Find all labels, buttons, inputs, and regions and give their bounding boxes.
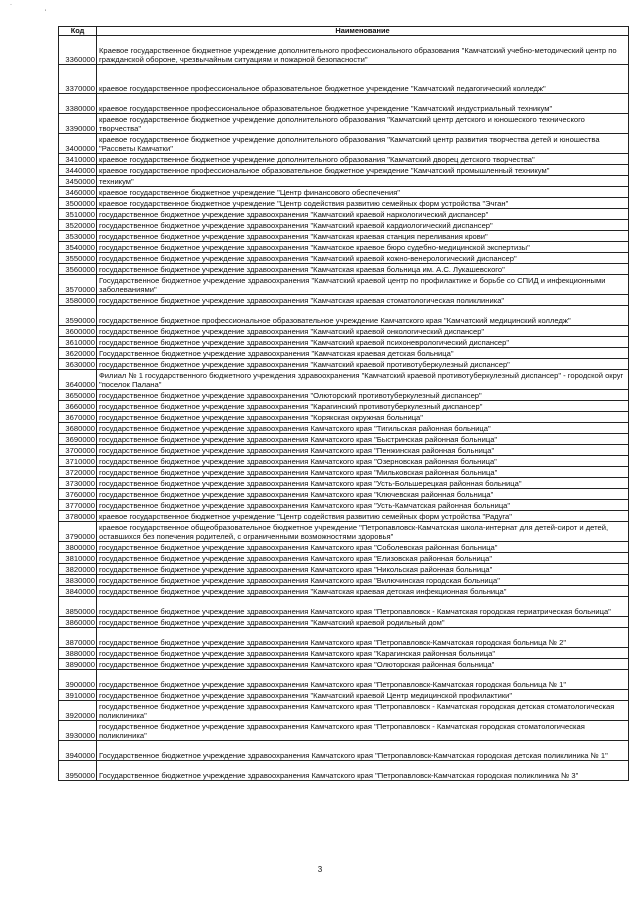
organizations-table <box>58 26 629 781</box>
row-name: государственное бюджетное учреждение здравоохранения "Камчатский краевой кожно-венерологический диспансер" <box>97 253 629 264</box>
row-code: 3860000 <box>59 617 97 628</box>
row-name: Государственное бюджетное учреждение здравоохранения "Камчатская краевая детская больница" <box>97 348 629 359</box>
table-row <box>59 597 629 617</box>
table-body <box>59 36 629 781</box>
row-code: 3700000 <box>59 445 97 456</box>
row-name: краевое государственное бюджетное учреждение "Центр содействия развитию семейных форм устройства "Эчган" <box>97 198 629 209</box>
table-row <box>59 500 629 511</box>
table-row <box>59 701 629 721</box>
table-row <box>59 617 629 628</box>
table-row <box>59 423 629 434</box>
row-name: техникум" <box>97 176 629 187</box>
row-code: 3780000 <box>59 511 97 522</box>
table-row <box>59 198 629 209</box>
row-code: 3440000 <box>59 165 97 176</box>
row-code: 3660000 <box>59 401 97 412</box>
table-row <box>59 478 629 489</box>
row-code: 3900000 <box>59 670 97 690</box>
row-name: государственное бюджетное учреждение здравоохранения Камчатского края "Пенжинская районная больница" <box>97 445 629 456</box>
row-code: 3390000 <box>59 114 97 134</box>
row-code: 3920000 <box>59 701 97 721</box>
table-row <box>59 741 629 761</box>
table-row <box>59 114 629 134</box>
scan-artifact-dot: · <box>10 2 12 8</box>
table-row <box>59 690 629 701</box>
row-name: государственное бюджетное учреждение здравоохранения Камчатского края "Петропавловск-Камчатская городская больница № 2" <box>97 628 629 648</box>
table-row <box>59 761 629 781</box>
table-row <box>59 670 629 690</box>
row-name: государственное бюджетное учреждение здравоохранения "Камчатский краевой противотуберкулезный диспансер" <box>97 359 629 370</box>
table-row <box>59 264 629 275</box>
row-code: 3620000 <box>59 348 97 359</box>
row-name: государственное бюджетное учреждение здравоохранения Камчатского края "Петропавловск - Камчатская городская стоматологическая поликлиника" <box>97 721 629 741</box>
row-name: государственное бюджетное учреждение здравоохранения "Камчатский краевой родильный дом" <box>97 617 629 628</box>
row-name: Государственное бюджетное учреждение здравоохранения "Камчатский краевой центр по профилактике и борьбе со СПИД и инфекционными заболеваниями" <box>97 275 629 295</box>
row-code: 3610000 <box>59 337 97 348</box>
row-name: государственное бюджетное учреждение здравоохранения Камчатского края "Ключевская районная больница" <box>97 489 629 500</box>
row-code: 3890000 <box>59 659 97 670</box>
table-row <box>59 209 629 220</box>
row-name: государственное бюджетное учреждение здравоохранения Камчатского края "Карагинская районная больница" <box>97 648 629 659</box>
row-name: государственное бюджетное учреждение здравоохранения Камчатского края "Елизовская районная больница" <box>97 553 629 564</box>
table-row <box>59 721 629 741</box>
row-name: государственное бюджетное учреждение здравоохранения "Корякская окружная больница" <box>97 412 629 423</box>
row-name: государственное бюджетное учреждение здравоохранения "Камчатская краевая стоматологическая поликлиника" <box>97 295 629 306</box>
row-code: 3570000 <box>59 275 97 295</box>
table-row <box>59 659 629 670</box>
row-name: краевое государственное бюджетное учреждение "Центр содействия развитию семейных форм устройства "Радуга" <box>97 511 629 522</box>
table-row <box>59 648 629 659</box>
row-code: 3500000 <box>59 198 97 209</box>
row-name: государственное бюджетное учреждение здравоохранения Камчатского края "Быстринская районная больница" <box>97 434 629 445</box>
table-row <box>59 542 629 553</box>
row-code: 3650000 <box>59 390 97 401</box>
row-name: государственное бюджетное учреждение здравоохранения "Камчатская краевая детская инфекционная больница" <box>97 586 629 597</box>
document-page <box>58 26 628 781</box>
row-code: 3360000 <box>59 36 97 65</box>
row-code: 3370000 <box>59 65 97 94</box>
row-code: 3600000 <box>59 326 97 337</box>
row-code: 3560000 <box>59 264 97 275</box>
row-name: Краевое государственное бюджетное учреждение дополнительного профессионального образования "Камчатский учебно-методический центр по гражданской обороне, чрезвычайным ситуациям и пожарной безопасности" <box>97 36 629 65</box>
row-name: Государственное бюджетное учреждение здравоохранения Камчатского края "Петропавловск-Камчатская городская поликлиника № 3" <box>97 761 629 781</box>
row-code: 3690000 <box>59 434 97 445</box>
row-name: государственное бюджетное учреждение здравоохранения Камчатского края "Усть-Камчатская районная больница" <box>97 500 629 511</box>
table-row <box>59 231 629 242</box>
row-name: государственное бюджетное профессиональное образовательное учреждение Камчатского края "Камчатский медицинский колледж" <box>97 306 629 326</box>
row-name: государственное бюджетное учреждение здравоохранения "Олюторский противотуберкулезный диспансер" <box>97 390 629 401</box>
row-name: государственное бюджетное учреждение здравоохранения "Камчатское краевое бюро судебно-медицинской экспертизы" <box>97 242 629 253</box>
table-row <box>59 275 629 295</box>
row-name: краевое государственное бюджетное учреждение дополнительного образования "Камчатский центр развития творчества детей и юношества "Рассветы Камчатки" <box>97 134 629 154</box>
row-code: 3800000 <box>59 542 97 553</box>
row-name: краевое государственное бюджетное учреждение "Центр финансового обеспечения" <box>97 187 629 198</box>
table-row <box>59 564 629 575</box>
row-code: 3850000 <box>59 597 97 617</box>
row-name: Государственное бюджетное учреждение здравоохранения Камчатского края "Петропавловск-Камчатская городская детская поликлиника № 1" <box>97 741 629 761</box>
table-header-row <box>59 27 629 36</box>
table-row <box>59 586 629 597</box>
table-row <box>59 220 629 231</box>
row-code: 3520000 <box>59 220 97 231</box>
row-name: государственное бюджетное учреждение здравоохранения Камчатского края "Озерновская районная больница" <box>97 456 629 467</box>
table-row <box>59 553 629 564</box>
row-name: государственное бюджетное учреждение здравоохранения "Камчатский краевой онкологический диспансер" <box>97 326 629 337</box>
row-name: государственное бюджетное учреждение здравоохранения "Карагинский противотуберкулезный диспансер" <box>97 401 629 412</box>
table-row <box>59 306 629 326</box>
table-row <box>59 165 629 176</box>
header-name: Наименование <box>97 27 629 36</box>
header-code: Код <box>59 27 97 36</box>
row-name: государственное бюджетное учреждение здравоохранения Камчатского края "Тигильская районная больница" <box>97 423 629 434</box>
scan-artifact-tick: ' <box>45 10 47 16</box>
row-code: 3770000 <box>59 500 97 511</box>
row-name: краевое государственное общеобразовательное бюджетное учреждение "Петропавловск-Камчатская школа-интернат для детей-сирот и детей, оставшихся без попечения родителей, с ограниченными возможностями здоровья" <box>97 522 629 542</box>
row-name: государственное бюджетное учреждение здравоохранения "Камчатский краевой психоневрологический диспансер" <box>97 337 629 348</box>
table-row <box>59 359 629 370</box>
row-code: 3410000 <box>59 154 97 165</box>
row-code: 3840000 <box>59 586 97 597</box>
row-code: 3950000 <box>59 761 97 781</box>
row-code: 3710000 <box>59 456 97 467</box>
table-row <box>59 522 629 542</box>
row-name: государственное бюджетное учреждение здравоохранения "Камчатский краевой кардиологический диспансер" <box>97 220 629 231</box>
row-name: государственное бюджетное учреждение здравоохранения Камчатского края "Петропавловск - Камчатская городская гериатрическая больница" <box>97 597 629 617</box>
table-row <box>59 467 629 478</box>
row-name: краевое государственное профессиональное образовательное бюджетное учреждение "Камчатский педагогический колледж" <box>97 65 629 94</box>
row-code: 3550000 <box>59 253 97 264</box>
table-row <box>59 36 629 65</box>
row-code: 3760000 <box>59 489 97 500</box>
table-row <box>59 187 629 198</box>
table-row <box>59 390 629 401</box>
row-code: 3530000 <box>59 231 97 242</box>
row-code: 3820000 <box>59 564 97 575</box>
table-row <box>59 575 629 586</box>
row-code: 3400000 <box>59 134 97 154</box>
row-code: 3940000 <box>59 741 97 761</box>
row-code: 3580000 <box>59 295 97 306</box>
table-row <box>59 511 629 522</box>
table-row <box>59 348 629 359</box>
row-name: государственное бюджетное учреждение здравоохранения Камчатского края "Петропавловск-Камчатская городская больница № 1" <box>97 670 629 690</box>
row-code: 3790000 <box>59 522 97 542</box>
row-name: государственное бюджетное учреждение здравоохранения "Камчатский краевой наркологический диспансер" <box>97 209 629 220</box>
row-code: 3640000 <box>59 370 97 390</box>
row-code: 3870000 <box>59 628 97 648</box>
row-name: государственное бюджетное учреждение здравоохранения Камчатского края "Усть-Большерецкая районная больница" <box>97 478 629 489</box>
table-row <box>59 154 629 165</box>
row-code: 3720000 <box>59 467 97 478</box>
table-row <box>59 295 629 306</box>
table-row <box>59 401 629 412</box>
table-row <box>59 489 629 500</box>
row-name: Филиал № 1 государственного бюджетного учреждения здравоохранения "Камчатский краевой противотуберкулезный диспансер" - городской округ "поселок Палана" <box>97 370 629 390</box>
table-row <box>59 65 629 94</box>
row-name: краевое государственное бюджетное учреждение дополнительного образования "Камчатский центр детского и юношеского технического творчества" <box>97 114 629 134</box>
table-row <box>59 176 629 187</box>
table-row <box>59 326 629 337</box>
table-row <box>59 412 629 423</box>
row-name: государственное бюджетное учреждение здравоохранения Камчатского края "Мильковская районная больница" <box>97 467 629 478</box>
row-name: краевое государственное бюджетное учреждение дополнительного образования "Камчатский дворец детского творчества" <box>97 154 629 165</box>
row-name: краевое государственное профессиональное образовательное бюджетное учреждение "Камчатский промышленный техникум" <box>97 165 629 176</box>
table-row <box>59 253 629 264</box>
table-row <box>59 337 629 348</box>
row-name: государственное бюджетное учреждение здравоохранения Камчатского края "Вилючинская городская больница" <box>97 575 629 586</box>
table-row <box>59 242 629 253</box>
row-code: 3930000 <box>59 721 97 741</box>
table-row <box>59 628 629 648</box>
row-code: 3510000 <box>59 209 97 220</box>
row-code: 3830000 <box>59 575 97 586</box>
table-row <box>59 456 629 467</box>
row-code: 3540000 <box>59 242 97 253</box>
row-code: 3460000 <box>59 187 97 198</box>
row-code: 3680000 <box>59 423 97 434</box>
row-code: 3380000 <box>59 94 97 114</box>
row-name: государственное бюджетное учреждение здравоохранения "Камчатская краевая больница им. А.С. Лукашевского" <box>97 264 629 275</box>
table-row <box>59 434 629 445</box>
row-code: 3670000 <box>59 412 97 423</box>
row-code: 3730000 <box>59 478 97 489</box>
table-row <box>59 134 629 154</box>
row-name: краевое государственное профессиональное образовательное бюджетное учреждение "Камчатский индустриальный техникум" <box>97 94 629 114</box>
row-code: 3590000 <box>59 306 97 326</box>
row-code: 3880000 <box>59 648 97 659</box>
table-row <box>59 370 629 390</box>
row-code: 3450000 <box>59 176 97 187</box>
row-name: государственное бюджетное учреждение здравоохранения Камчатского края "Соболевская районная больница" <box>97 542 629 553</box>
row-name: государственное бюджетное учреждение здравоохранения Камчатского края "Петропавловск - Камчатская городская детская стоматологическая поликлиника" <box>97 701 629 721</box>
table-row <box>59 445 629 456</box>
row-name: государственное бюджетное учреждение здравоохранения Камчатского края "Олюторская районная больница" <box>97 659 629 670</box>
row-code: 3630000 <box>59 359 97 370</box>
row-code: 3910000 <box>59 690 97 701</box>
table-row <box>59 94 629 114</box>
page-number: 3 <box>317 865 323 874</box>
row-code: 3810000 <box>59 553 97 564</box>
row-name: государственное бюджетное учреждение здравоохранения "Камчатский краевой Центр медицинской профилактики" <box>97 690 629 701</box>
row-name: государственное бюджетное учреждение здравоохранения "Камчатская краевая станция переливания крови" <box>97 231 629 242</box>
row-name: государственное бюджетное учреждение здравоохранения Камчатского края "Никольская районная больница" <box>97 564 629 575</box>
